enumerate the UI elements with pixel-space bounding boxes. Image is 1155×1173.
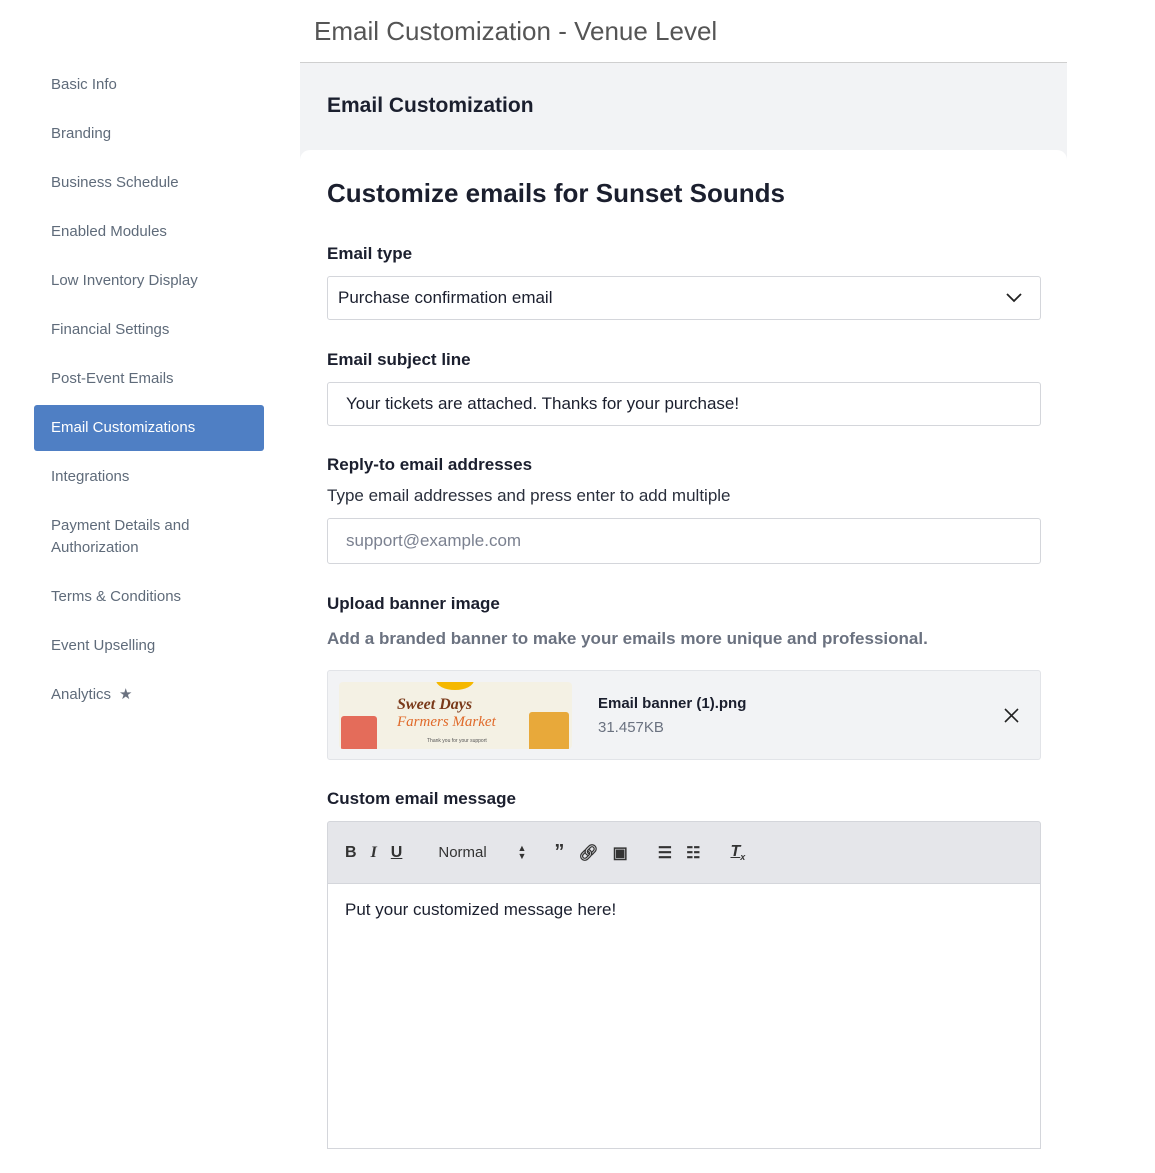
- bullet-list-icon[interactable]: ☷: [686, 844, 701, 862]
- ordered-list-icon[interactable]: ☰: [657, 844, 673, 862]
- sidebar-item-label: Analytics: [51, 686, 112, 703]
- banner-hint: Add a branded banner to make your emails more unique and professional.: [327, 629, 928, 648]
- link-icon[interactable]: 🔗︎: [578, 844, 599, 862]
- email-type-label: Email type: [327, 244, 413, 263]
- subject-label: Email subject line: [327, 350, 471, 369]
- close-icon[interactable]: [1004, 708, 1019, 723]
- panel-header: [300, 63, 1067, 163]
- sidebar: [34, 62, 264, 721]
- reply-to-hint: Type email addresses and press enter to add multiple: [327, 486, 731, 505]
- star-icon: ★: [119, 686, 133, 703]
- form-heading: Customize emails for Sunset Sounds: [327, 178, 785, 208]
- image-icon[interactable]: ▣: [612, 844, 628, 862]
- clear-format-icon[interactable]: $T_x$: [730, 842, 746, 863]
- reply-to-label: Reply-to email addresses: [327, 455, 533, 474]
- sidebar-item-payment-details[interactable]: Payment Details and Authorization: [51, 517, 190, 556]
- sidebar-item-integrations[interactable]: Integrations: [51, 468, 130, 485]
- reply-to-input[interactable]: support@example.com: [327, 518, 1041, 564]
- file-name: Email banner (1).png: [598, 695, 747, 712]
- updown-icon: ▲ ▼: [517, 843, 527, 861]
- sidebar-item-basic-info[interactable]: Basic Info: [51, 76, 117, 93]
- sidebar-item-analytics[interactable]: [34, 672, 264, 718]
- chevron-down-icon: [1006, 293, 1022, 303]
- sidebar-item-branding[interactable]: Branding: [51, 125, 112, 142]
- sidebar-item-terms[interactable]: Terms & Conditions: [51, 588, 182, 605]
- subject-input[interactable]: Your tickets are attached. Thanks for your purchase!: [327, 382, 1041, 426]
- email-type-value: Purchase confirmation email: [338, 288, 553, 307]
- message-editor[interactable]: Put your customized message here!: [327, 884, 1041, 1149]
- editor-toolbar: [327, 821, 1041, 884]
- sidebar-item-enabled-modules[interactable]: Enabled Modules: [51, 223, 167, 240]
- italic-icon[interactable]: I: [370, 843, 377, 861]
- sidebar-item-financial-settings[interactable]: Financial Settings: [51, 321, 170, 338]
- underline-icon[interactable]: U: [390, 843, 403, 861]
- email-type-select[interactable]: [327, 276, 1041, 320]
- email-customization-form: [300, 150, 1067, 1173]
- banner-label: Upload banner image: [327, 594, 500, 613]
- message-label: Custom email message: [327, 789, 516, 808]
- sidebar-item-post-event-emails[interactable]: Post-Event Emails: [51, 370, 174, 387]
- sidebar-item-business-schedule[interactable]: Business Schedule: [51, 174, 179, 191]
- uploaded-file: [327, 670, 1041, 760]
- file-size: 31.457KB: [598, 719, 664, 736]
- sidebar-item-event-upselling[interactable]: Event Upselling: [51, 637, 156, 654]
- panel-title: Email Customization: [327, 94, 534, 117]
- page-title: Email Customization - Venue Level: [314, 16, 718, 46]
- bold-icon[interactable]: B: [345, 843, 357, 861]
- format-value: Normal: [438, 844, 487, 861]
- format-select[interactable]: [438, 844, 526, 861]
- blockquote-icon[interactable]: ”: [554, 841, 565, 863]
- sidebar-item-low-inventory[interactable]: Low Inventory Display: [51, 272, 198, 289]
- sidebar-item-email-customizations[interactable]: Email Customizations: [34, 405, 264, 451]
- rich-text-editor: [327, 821, 1041, 1149]
- banner-thumbnail: Sweet Days Farmers Market Thank you for your support: [339, 682, 572, 749]
